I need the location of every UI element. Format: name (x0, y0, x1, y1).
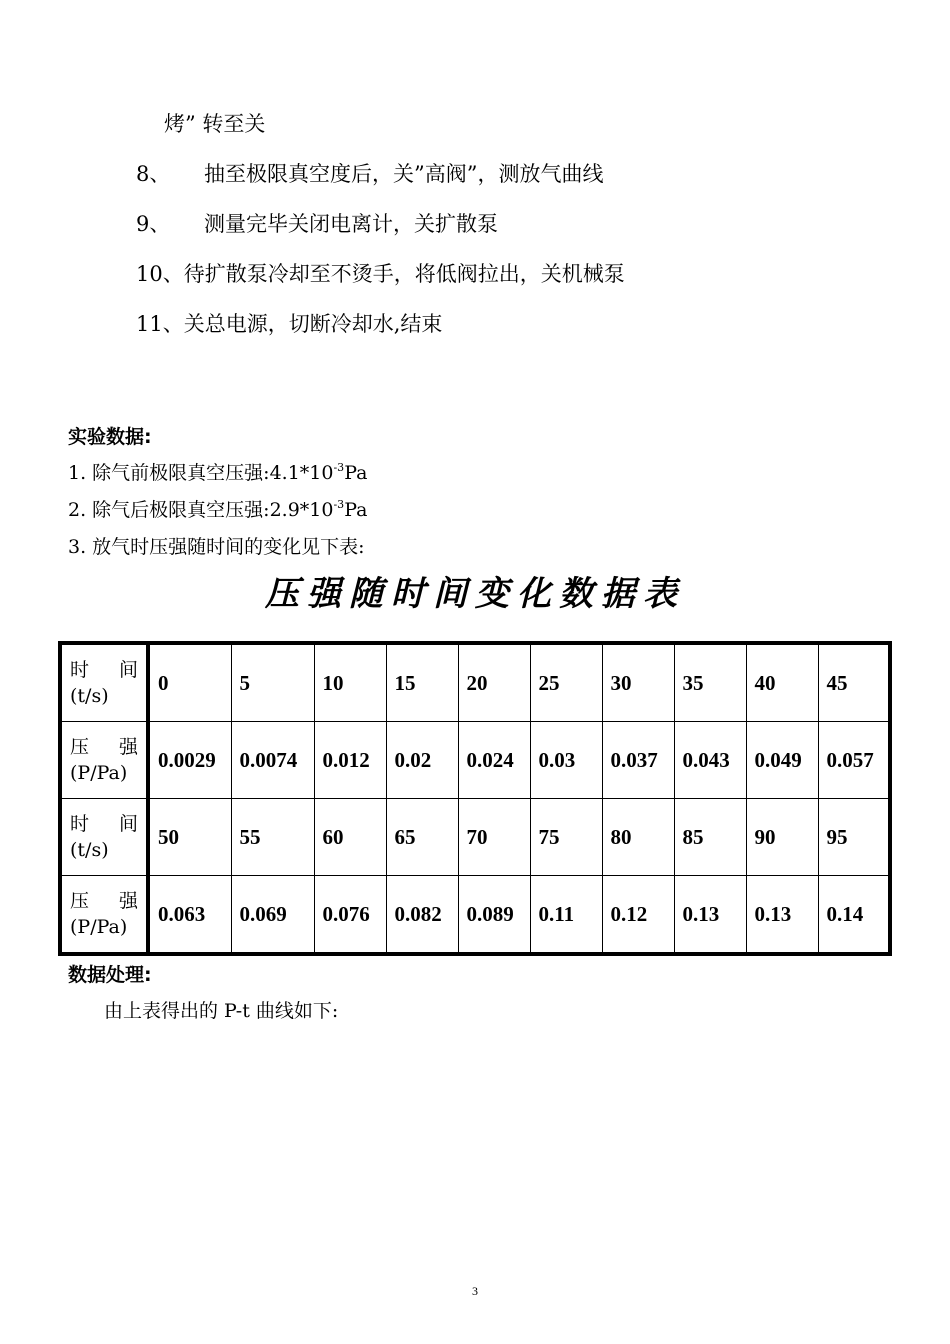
table-cell: 0.13 (746, 876, 818, 955)
table-cell: 0.0074 (231, 722, 314, 799)
table-row (60, 722, 890, 799)
step-8 (136, 158, 603, 188)
table-cell: 0.02 (386, 722, 458, 799)
table-cell: 60 (314, 799, 386, 876)
pressure-time-table (58, 641, 892, 956)
experiment-heading: 实验数据: (68, 426, 152, 448)
step-number: 10、 (136, 262, 184, 286)
step-number: 11、 (136, 312, 184, 336)
table-cell: 0.14 (818, 876, 890, 955)
step-number: 8、 (136, 162, 171, 186)
processing-text: 由上表得出的 P-t 曲线如下: (104, 1000, 339, 1022)
table-cell: 0.0029 (148, 722, 231, 799)
table-cell: 65 (386, 799, 458, 876)
table-cell: 0.089 (458, 876, 530, 955)
table-cell: 0.024 (458, 722, 530, 799)
step-9 (136, 208, 498, 238)
table-cell: 85 (674, 799, 746, 876)
table-cell: 0.043 (674, 722, 746, 799)
table-cell: 75 (530, 799, 602, 876)
table-cell: 0.069 (231, 876, 314, 955)
processing-heading: 数据处理: (68, 964, 152, 986)
table-cell: 45 (818, 643, 890, 722)
table-cell: 0 (148, 643, 231, 722)
table-cell: 95 (818, 799, 890, 876)
table-cell: 0.057 (818, 722, 890, 799)
experiment-line-3: 3. 放气时压强随时间的变化见下表: (68, 536, 365, 558)
table-cell: 0.012 (314, 722, 386, 799)
table-cell: 30 (602, 643, 674, 722)
step-text: 抽至极限真空度后，关”高阀”，测放气曲线 (204, 162, 604, 186)
step-line-continued: 烤” 转至关 (164, 112, 266, 136)
step-number: 9、 (136, 212, 171, 236)
experiment-line-1: 1. 除气前极限真空压强$:4.1*10^{-3}Pa$ (68, 461, 368, 484)
table-cell: 15 (386, 643, 458, 722)
table-row (60, 799, 890, 876)
table-cell: 0.082 (386, 876, 458, 955)
table-cell: 0.13 (674, 876, 746, 955)
table-row (60, 876, 890, 955)
pressure-header-cell: 压 强 (P/Pa) (60, 722, 148, 799)
experiment-line-2: 2. 除气后极限真空压强$:2.9*10^{-3}Pa$ (68, 498, 368, 521)
table-cell: 70 (458, 799, 530, 876)
table-cell: 80 (602, 799, 674, 876)
table-title: 压强随时间变化数据表 (265, 574, 685, 614)
table-cell: 0.11 (530, 876, 602, 955)
time-header-cell: 时 间 (t/s) (60, 643, 148, 722)
table-cell: 40 (746, 643, 818, 722)
table-row (60, 643, 890, 722)
table-cell: 5 (231, 643, 314, 722)
step-text: 关总电源，切断冷却水,结束 (183, 312, 443, 336)
step-10 (136, 258, 625, 288)
table-cell: 50 (148, 799, 231, 876)
pressure-header-cell: 压 强 (P/Pa) (60, 876, 148, 955)
table-cell: 0.063 (148, 876, 231, 955)
table-cell: 35 (674, 643, 746, 722)
time-header-cell: 时 间 (t/s) (60, 799, 148, 876)
table-cell: 20 (458, 643, 530, 722)
table-cell: 0.049 (746, 722, 818, 799)
table-cell: 0.03 (530, 722, 602, 799)
step-11 (136, 308, 442, 338)
table-cell: 0.12 (602, 876, 674, 955)
page-number: 3 (472, 1284, 478, 1298)
table-cell: 0.076 (314, 876, 386, 955)
step-text: 测量完毕关闭电离计，关扩散泵 (204, 212, 498, 236)
table-cell: 10 (314, 643, 386, 722)
table-cell: 0.037 (602, 722, 674, 799)
table-cell: 25 (530, 643, 602, 722)
table-cell: 55 (231, 799, 314, 876)
table-cell: 90 (746, 799, 818, 876)
step-text: 待扩散泵冷却至不烫手，将低阀拉出，关机械泵 (183, 262, 625, 286)
